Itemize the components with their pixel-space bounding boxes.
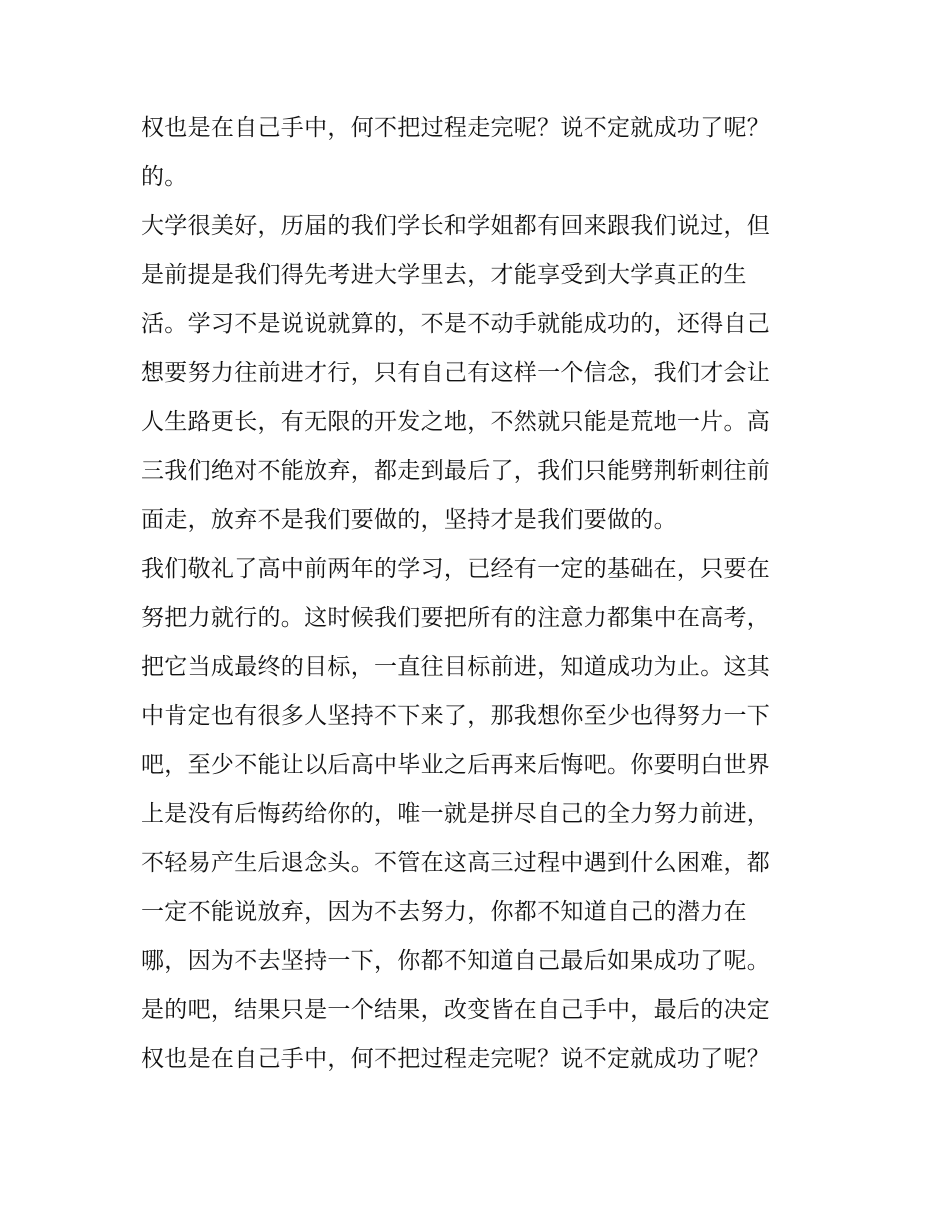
text-line: 面走，放弃不是我们要做的，坚持才是我们要做的。 [141,507,677,533]
text-line: 三我们绝对不能放弃，都走到最后了，我们只能劈荆斩刺往前 [141,458,771,484]
text-line: 哪，因为不去坚持一下，你都不知道自己最后如果成功了呢。 [141,948,771,974]
text-line: 中肯定也有很多人坚持不下来了，那我想你至少也得努力一下 [141,703,771,729]
text-line: 我们敬礼了高中前两年的学习，已经有一定的基础在，只要在 [141,556,771,582]
text-line: 的。 [141,164,188,190]
text-line: 把它当成最终的目标，一直往目标前进，知道成功为止。这其 [141,654,771,680]
text-line: 努把力就行的。这时候我们要把所有的注意力都集中在高考， [141,605,771,631]
body-text [141,104,831,1084]
text-line: 是前提是我们得先考进大学里去，才能享受到大学真正的生 [141,262,747,288]
text-line: 活。学习不是说说就算的，不是不动手就能成功的，还得自己 [141,311,771,337]
text-line: 是的吧，结果只是一个结果，改变皆在自己手中，最后的决定 [141,997,771,1023]
text-line: 想要努力往前进才行，只有自己有这样一个信念，我们才会让 [141,360,771,386]
text-line: 人生路更长，有无限的开发之地，不然就只能是荒地一片。高 [141,409,771,435]
text-line: 权也是在自己手中，何不把过程走完呢？说不定就成功了呢？ [141,115,771,141]
text-line: 上是没有后悔药给你的，唯一就是拼尽自己的全力努力前进， [141,801,771,827]
text-line: 一定不能说放弃，因为不去努力，你都不知道自己的潜力在 [141,899,747,925]
text-line: 大学很美好，历届的我们学长和学姐都有回来跟我们说过，但 [141,213,771,239]
text-line: 吧，至少不能让以后高中毕业之后再来后悔吧。你要明白世界 [141,752,771,778]
text-line: 不轻易产生后退念头。不管在这高三过程中遇到什么困难，都 [141,850,771,876]
text-line: 权也是在自己手中，何不把过程走完呢？说不定就成功了呢？ [141,1046,771,1072]
